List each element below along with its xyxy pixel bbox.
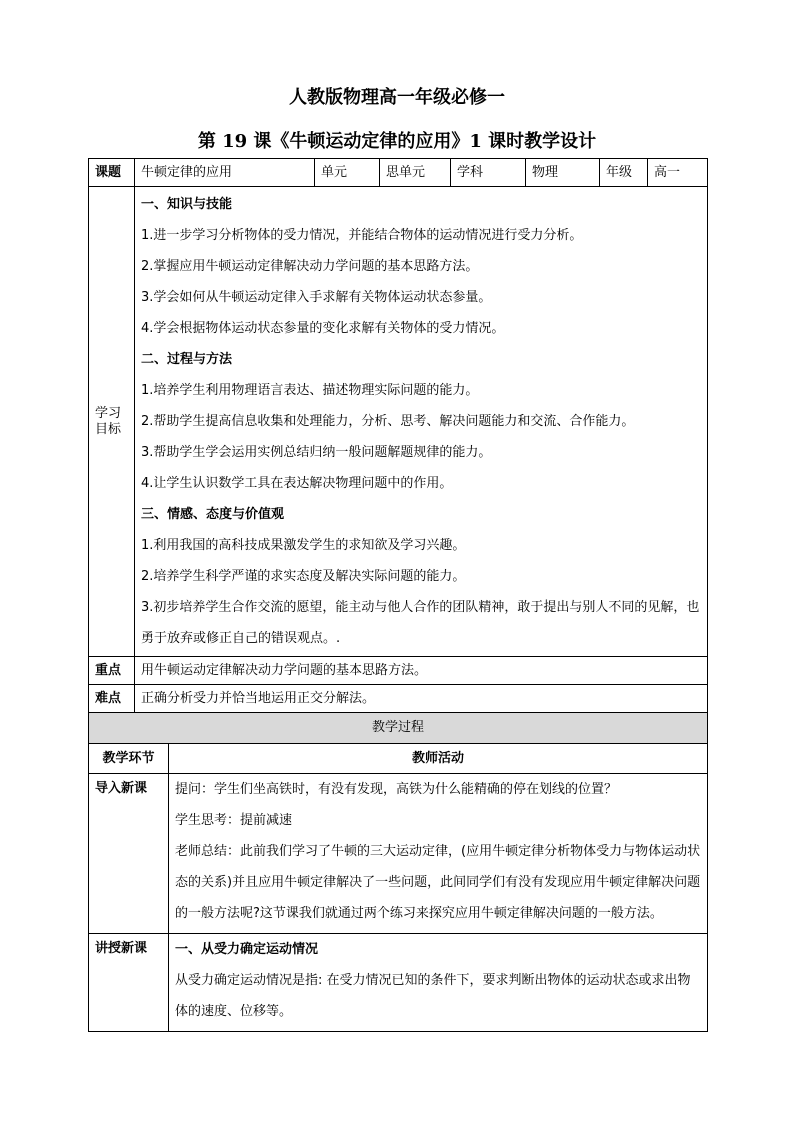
- lesson-title: 第 19 课《牛顿运动定律的应用》1 课时教学设计: [197, 131, 597, 152]
- objectives-content: [135, 187, 708, 657]
- objectives-label-line2: 目标: [95, 421, 122, 437]
- activity-line: 从受力确定运动情况是指: 在受力情况已知的条件下，要求判断出物体的运动状态或求出物体的速度、位移等。: [175, 973, 691, 1019]
- process-column-row: [89, 744, 708, 774]
- teacher-activity: [169, 934, 708, 1032]
- activity-line: 学生思考：提前减速: [175, 813, 293, 828]
- subject-label: 学科: [451, 159, 526, 187]
- lesson-info-table: [88, 158, 708, 713]
- key-point-row: [89, 657, 708, 685]
- objective-item: 4.学会根据物体运动状态参量的变化求解有关物体的受力情况。: [141, 321, 505, 336]
- teaching-process-table: [88, 712, 708, 1032]
- objective-item: 2.帮助学生提高信息收集和处理能力，分析、思考、解决问题能力和交流、合作能力。: [141, 414, 635, 429]
- teacher-activity-column-header: 教师活动: [169, 744, 708, 774]
- objective-item: 1.利用我国的高科技成果激发学生的求知欲及学习兴趣。: [141, 538, 466, 553]
- stage-label: 讲授新课: [89, 934, 169, 1032]
- difficulty-row: [89, 685, 708, 713]
- activity-line: 老师总结：此前我们学习了牛顿的三大运动定律，(应用牛顿定律分析物体受力与物体运动状态的关系)并且应用牛顿定律解决了一些问题，此间同学们有没有发现应用牛顿定律解决问题的一般方法呢?这节课我们就通过两个练习来探究应用牛顿定律解决问题的一般方法。: [175, 844, 701, 921]
- grade-label: 年级: [600, 159, 648, 187]
- objective-item: 4.让学生认识数学工具在表达解决物理问题中的作用。: [141, 476, 453, 491]
- objective-item: 1.培养学生利用物理语言表达、描述物理实际问题的能力。: [141, 383, 479, 398]
- section-heading: 二、过程与方法: [141, 352, 233, 367]
- objective-item: 2.掌握应用牛顿运动定律解决动力学问题的基本思路方法。: [141, 259, 479, 274]
- unit-label: 单元: [315, 159, 380, 187]
- activity-heading: 一、从受力确定运动情况: [175, 942, 319, 957]
- activity-line: 提问：学生们坐高铁时，有没有发现，高铁为什么能精确的停在划线的位置？: [175, 782, 618, 797]
- difficulty-label: 难点: [89, 685, 135, 713]
- objective-item: 3.学会如何从牛顿运动定律入手求解有关物体运动状态参量。: [141, 290, 492, 305]
- process-row: [89, 774, 708, 934]
- difficulty-value: 正确分析受力并恰当地运用正交分解法。: [135, 685, 708, 713]
- unit-value: 思单元: [380, 159, 451, 187]
- objective-item: 1.进一步学习分析物体的受力情况，并能结合物体的运动情况进行受力分析。: [141, 228, 583, 243]
- objectives-row: [89, 187, 708, 657]
- process-header-row: [89, 713, 708, 744]
- objective-item: 3.帮助学生学会运用实例总结归纳一般问题解题规律的能力。: [141, 445, 492, 460]
- objective-item: 2.培养学生科学严谨的求实态度及解决实际问题的能力。: [141, 569, 466, 584]
- process-row: [89, 934, 708, 1032]
- info-row: [89, 159, 708, 187]
- teacher-activity: [169, 774, 708, 934]
- subject-value: 物理: [526, 159, 600, 187]
- stage-column-header: 教学环节: [89, 744, 169, 774]
- stage-label: 导入新课: [89, 774, 169, 934]
- topic-value: 牛顿定律的应用: [135, 159, 315, 187]
- grade-value: 高一: [648, 159, 708, 187]
- process-header: 教学过程: [89, 713, 708, 744]
- objectives-label: [89, 187, 135, 657]
- key-point-label: 重点: [89, 657, 135, 685]
- section-heading: 一、知识与技能: [141, 197, 233, 212]
- document-title: 人教版物理高一年级必修一: [289, 87, 505, 108]
- objective-item: 3.初步培养学生合作交流的愿望，能主动与他人合作的团队精神，敢于提出与别人不同的见解，也勇于放弃或修正自己的错误观点。.: [141, 600, 700, 646]
- section-heading: 三、情感、态度与价值观: [141, 507, 285, 522]
- topic-label: 课题: [89, 159, 135, 187]
- key-point-value: 用牛顿运动定律解决动力学问题的基本思路方法。: [135, 657, 708, 685]
- objectives-label-line1: 学习: [95, 405, 122, 421]
